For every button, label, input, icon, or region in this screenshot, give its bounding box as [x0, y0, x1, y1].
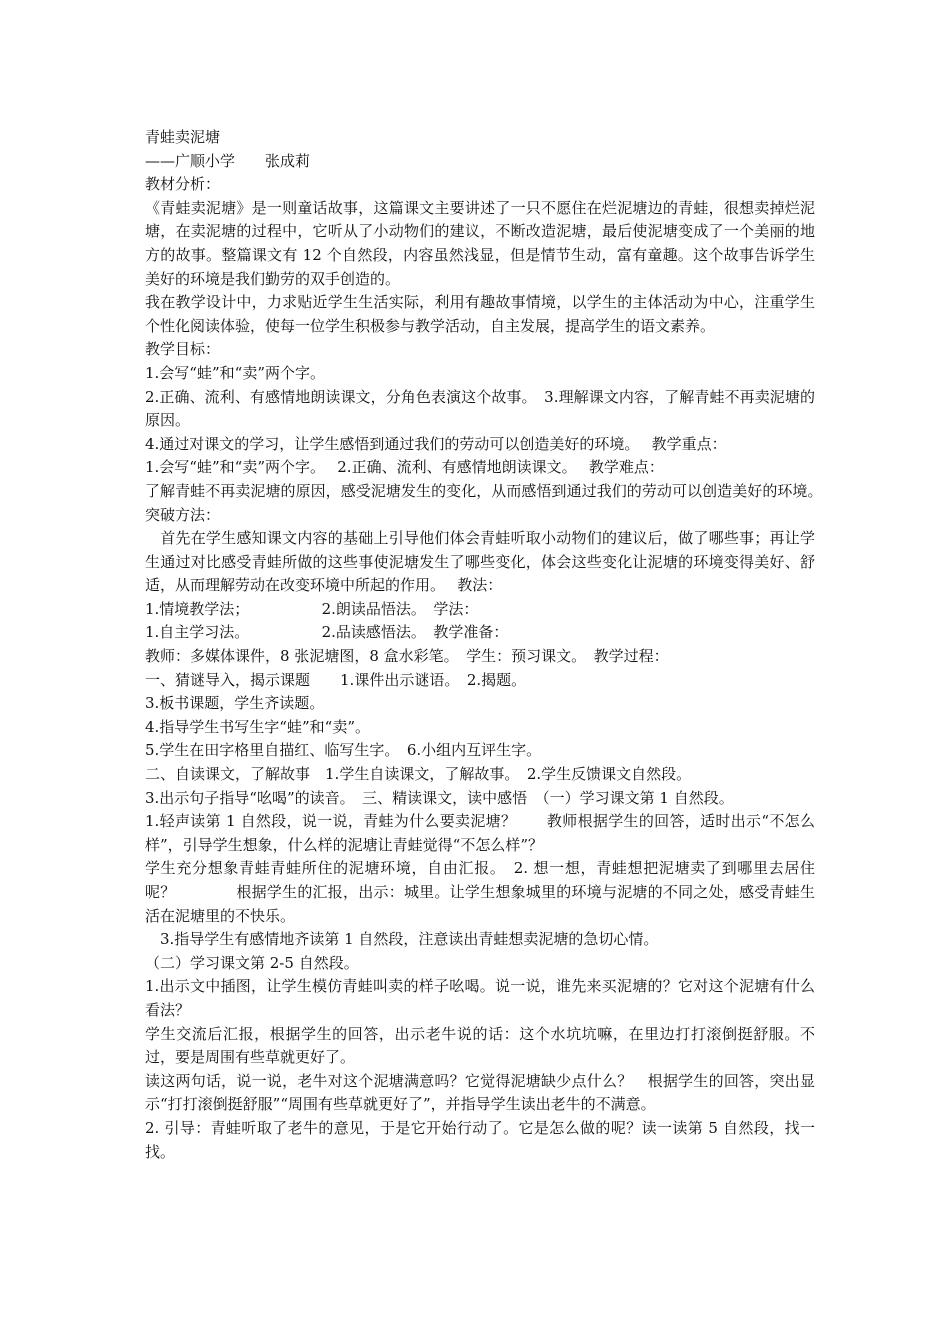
paragraph: 学生交流后汇报，根据学生的回答，出示老牛说的话：这个水坑坑嘛，在里边打打滚倒挺舒服。不过，要是周围有些草就更好了。 — [145, 1024, 815, 1067]
paragraph: 我在教学设计中，力求贴近学生生活实际，利用有趣故事情境，以学生的主体活动为中心，注重学生个性化阅读体验，使每一位学生积极参与教学活动，自主发展，提高学生的语文素养。 — [145, 293, 815, 335]
paragraph: 3.指导学生有感情地齐读第 1 自然段，注意读出青蛙想卖泥塘的急切心情。 — [145, 930, 659, 949]
paragraph: 1.自主学习法。 2.品读感悟法。 教学准备： — [145, 623, 509, 642]
paragraph: 4.通过对课文的学习，让学生感悟到通过我们的劳动可以创造美好的环境。 教学重点： — [145, 434, 727, 453]
paragraph: 了解青蛙不再卖泥塘的原因，感受泥塘发生的变化，从而感悟到通过我们的劳动可以创造美好的环境。 突破方法： — [145, 481, 835, 524]
document-body — [145, 126, 835, 1164]
paragraph: 3.出示句子指导“吆喝”的读音。 三、精读课文，读中感悟 （一）学习课文第 1 自然段。 — [145, 788, 734, 807]
paragraph: 学生充分想象青蛙青蛙所住的泥塘环境，自由汇报。 2. 想一想，青蛙想把泥塘卖了到哪里去居住呢？ 根据学生的汇报，出示：城里。让学生想象城里的环境与泥塘的不同之处，感受青蛙生活在泥塘里的不快乐。 — [145, 859, 815, 925]
paragraph: 1.轻声读第 1 自然段，说一说，青蛙为什么要卖泥塘？ 教师根据学生的回答，适时出示“不怎么样”，引导学生想象，什么样的泥塘让青蛙觉得“不怎么样”？ — [145, 812, 815, 854]
paragraph: 1.会写“蛙”和“卖”两个字。 2.正确、流利、有感情地朗读课文。 教学难点： — [145, 458, 664, 477]
section-heading-teaching-goals: 教学目标： — [145, 340, 221, 359]
paragraph: 2. 引导：青蛙听取了老牛的意见，于是它开始行动了。它是怎么做的呢？读一读第 5 自然段，找一找。 — [145, 1118, 815, 1161]
paragraph: 读这两句话，说一说，老牛对这个泥塘满意吗？它觉得泥塘缺少点什么？ 根据学生的回答，突出显示“打打滚倒挺舒服”“周围有些草就更好了”，并指导学生读出老牛的不满意。 — [145, 1071, 815, 1114]
paragraph: 4.指导学生书写生字“蛙”和“卖”。 — [145, 717, 370, 736]
paragraph: 一、猜谜导入，揭示课题 1.课件出示谜语。 2.揭题。 — [145, 670, 527, 689]
paragraph: （二）学习课文第 2-5 自然段。 — [145, 953, 359, 972]
paragraph: 1.情境教学法； 2.朗读品悟法。 学法： — [145, 599, 479, 618]
section-heading-material-analysis: 教材分析： — [145, 175, 221, 194]
paragraph: 2.正确、流利、有感情地朗读课文，分角色表演这个故事。 3.理解课文内容，了解青蛙不再卖泥塘的原因。 — [145, 387, 815, 430]
paragraph: 1.出示文中插图，让学生模仿青蛙叫卖的样子吆喝。说一说，谁先来买泥塘的？它对这个泥塘有什么看法？ — [145, 977, 815, 1019]
paragraph: 5.学生在田字格里自描红、临写生字。 6.小组内互评生字。 — [145, 741, 542, 760]
paragraph: 3.板书课题，学生齐读题。 — [145, 694, 325, 713]
paragraph: 《青蛙卖泥塘》是一则童话故事，这篇课文主要讲述了一只不愿住在烂泥塘边的青蛙，很想卖掉烂泥塘，在卖泥塘的过程中，它听从了小动物们的建议，不断改造泥塘，最后使泥塘变成了一个美丽的地方的故事。整篇课文有 12 个自然段，内容虽然浅显，但是情节生动，富有童趣。这个故事告诉学生美好的环境是我们勤劳的双手创造的。 — [145, 198, 815, 288]
paragraph: 首先在学生感知课文内容的基础上引导他们体会青蛙听取小动物们的建议后，做了哪些事；再让学生通过对比感受青蛙所做的这些事使泥塘发生了哪些变化，体会这些变化让泥塘的环境变得美好、舒适，从而理解劳动在改变环境中所起的作用。 教法： — [145, 529, 815, 595]
paragraph: 教师：多媒体课件，8 张泥塘图，8 盒水彩笔。 学生：预习课文。 教学过程： — [145, 647, 669, 666]
author-line: ——广顺小学 张成莉 — [145, 151, 311, 170]
paragraph: 二、自读课文，了解故事 1.学生自读课文，了解故事。 2.学生反馈课文自然段。 — [145, 765, 692, 784]
document-title: 青蛙卖泥塘 — [145, 128, 221, 146]
paragraph: 1.会写“蛙”和“卖”两个字。 — [145, 363, 325, 382]
